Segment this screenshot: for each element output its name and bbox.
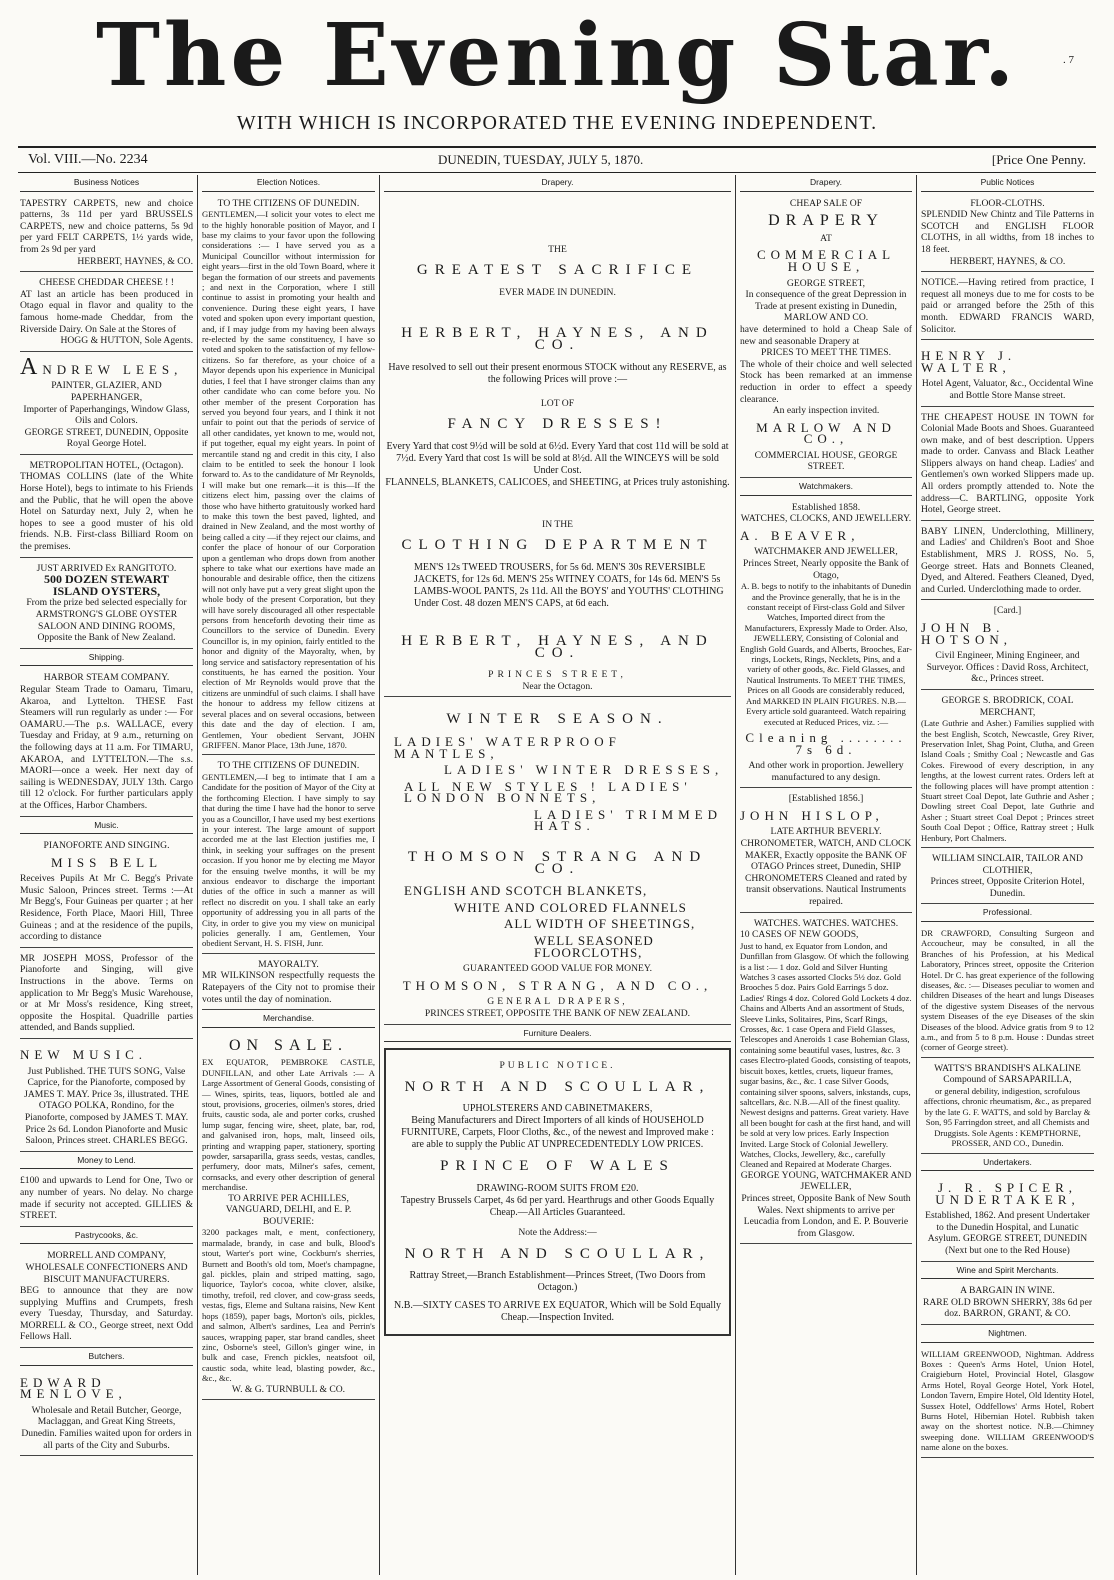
ad-name: JOHN HISLOP, [740,807,884,823]
ad-body: NOTICE.—Having retired from practice, I request all moneys due to me for costs to be paid or arranged before the 25th of this month. EDWARD FRANCIS WARD, Solicitor. [921,277,1094,335]
beaver-ad [740,500,912,789]
ad-body: Established, 1862. And present Undertaker to the Dunedin Hospital, and Lunatic Asylum. GEORGE STREET, DUNEDIN (Next but one to the Red House) [925,1210,1090,1257]
brodrick-ad [921,693,1094,848]
ad-body: Every Yard that cost 9½d will be sold at 6½d. Every Yard that cost 11d will be sold at 7½d. Every Yard that cost 1s will be sold at 8½d. All the WINCEYS will be sold Under Cost. [386,440,729,476]
ad-body: £100 and upwards to Lend for One, Two or any number of years. No delay. No charge made if security not accepted. GILLIES & STREET. [20,1175,193,1222]
section-heading: Merchandise. [202,1013,375,1028]
ad-name: GEORGE S. BRODRICK, COAL MERCHANT, [941,694,1074,718]
winter-season-ad [384,700,731,1024]
ad-body: And other work in proportion. Jewellery manufactured to any design. [748,760,904,783]
ad-headline: DRAPERY [768,212,884,230]
section-heading: Wine and Spirit Merchants. [921,1265,1094,1280]
ad-text: Established 1858. [791,501,861,513]
ad-body: BEG to announce that they are now supplying Muffins and Crumpets, fresh every Tuesday, Thursday, and Saturday. MORRELL & CO., George street, next Odd Fellows Hall. [20,1285,193,1343]
ad-body: WILLIAM GREENWOOD, Nightman. Address Boxes : Queen's Arms Hotel, Union Hotel, Craigieburn Hotel, Provincial Hotel, Glasgow Arms Hotel, Royal George Hotel, York Hotel, London Tavern, Empire Hotel, Old Identity Hotel, Sussex Hotel, Oddfellows' Arms Hotel, Robert Burns Hotel, Hibernian Hotel. Rubbish taken away on the shortest notice. N.B.—Chimney sweeping done. WILLIAM GREENWOOD'S name alone on the boxes. [921,1348,1094,1453]
masthead-subtitle: WITH WHICH IS INCORPORATED THE EVENING INDEPENDENT. [236,112,878,134]
ad-firm: GEORGE YOUNG, WATCHMAKER AND JEWELLER, [740,1169,912,1193]
ad-text: IN THE [542,518,573,530]
ad-body: Civil Engineer, Mining Engineer, and Surveyor. Offices : David Ross, Architect, &c., Princes street. [926,650,1089,685]
oyster-ad [20,561,193,649]
spicer-ad [921,1175,1094,1262]
section-heading: Undertakers. [921,1157,1094,1172]
ad-body: Just to hand, ex Equator from London, and Dunfillan from Glasgow. Of which the following is a list :— 1 doz. Gold and Silver Hunting Watches 3 cases assorted Clocks 5½ doz. Gold Brooches 5 doz. Pairs Gold Earrings 5 doz. Ladies' Rings 4 doz. Colored Gold Lockets 4 doz. Chains and Alberts And an assortment of Studs, Sleeve Links, Solitaires, Pins, Scarf Rings, Crosses, &c. 1 case Opera and Field Glasses, Telescopes and Aneroids 1 case Bohemian Glass, containing some beautiful vases, lustres, &c. 3 cases Electro-plated Goods, consisting of teapots, biscuit boxes, kettles, cruets, liqueur frames, sugar basins, &c., &c. 1 case Silver Goods, containing silver spoons, salvers, inkstands, cups, saltcellars, &c. N.B.—All of the finest quality. Newest designs and patterns. Great variety. Have all been bought for cash at the first hand, and will be sold at very low prices. Early Inspection Invited. Large Stock of Colonial Jewellery. Watches, Clocks, Jewellery, &c., carefully Cleaned and Repaired at Moderate Charges. [740,940,912,1170]
ad-firm: MARLOW AND CO. [783,312,869,324]
section-heading: Drapery. [740,177,912,192]
ad-text: PRINCES STREET, [488,669,627,681]
ad-headline: PRINCE OF WALES [440,1158,675,1175]
price: [Price One Penny. [991,152,1086,167]
column-4 [736,175,917,1575]
ad-body: Tapestry Brussels Carpet, 4s 6d per yard. Hearthrugs and other Goods Equally Cheap.—All Articles Guaranteed. [400,1194,715,1218]
ad-firm: HERBERT, HAYNES, AND CO. [401,632,714,661]
ad-body: 3200 packages malt, e ment, confectionery, marmalade, brandy, in case and bulk, Blood's stout, Warter's port wine, Cockburn's sherries, Burnett and Booth's old tom, Moet's champagne, gal. pickles, plain and striped matting, sago, liquorice, Taylor's cocoa, white clover, alsike, timothy, trefoil, red clover, and cow-grass seeds, vestas, figs, Eleme and Sultana raisins, New Kent hops (1859), paper bags, Morton's oils, pickles, and salmon, Albert's sardines, Lea and Perrin's sauces, wrapping paper, star brand candles, sheet zinc, Osborne's steel, Gillon's ginger wine, in bulk and case, French pickles, neatsfoot oil, caustic soda, white lead, blasting powder, &c., &c., &c. [202,1227,375,1384]
ad-body: or general debility, indigestion, scrofulous affections, chronic rheumatism, &c., as prepared by the late G. F. WATTS, and sold by Barclay & Son, 95 Farringdon street, and all Chemists and Druggists. Sole Agents : KEMPTHORNE, PROSSER, AND CO., Dunedin. [923,1086,1092,1149]
ad-body: EX EQUATOR, PEMBROKE CASTLE, DUNFILLAN, and other Late Arrivals :— A Large Assortment of General Goods, consisting of— Wines, spirits, teas, liquors, bottled ale and stout, provisions, groceries, oilmen's stores, dried fruits, caustic soda, ale and porter corks, crushed lump sugar, fencing wire, sheet, plate, bar, rod, and galvanised iron, hops, malt, linseed oils, printing and wrapping paper, stationery, sporting powder, sarsaparilla, grass seeds, vestas, candles, perfumery, door mats, Milner's safes, cement, cornsacks, and every other description of general merchandise. [202,1057,375,1193]
ad-heading: WATTS'S BRANDISH'S ALKALINE Compound of SARSAPARILLA, [934,1062,1081,1086]
lees-ad [20,355,193,455]
ad-name: ON SALE. [228,1036,349,1054]
ad-heading: JUST ARRIVED Ex RANGITOTO. [36,562,177,574]
wine-ad [921,1283,1094,1325]
ad-body: Receives Pupils At Mr C. Begg's Private Music Saloon, Princes street. Terms :—At Mr Begg's, Four Guineas per quarter ; at her Residence, Forth Place, Maori Hill, Three Guineas ; and at the residence of the pupils, according to distance [20,873,193,943]
ad-body: MR WILKINSON respectfully requests the Ratepayers of the City not to promise their votes until the day of nomination. [202,970,375,1005]
ad-body: Hotel Agent, Valuator, &c., Occidental Wine and Bottle Store Manse street. [921,378,1094,401]
ad-line: WELL SEASONED FLOORCLOTHS, [534,933,654,960]
column-5 [917,175,1098,1575]
sale-ad [202,1032,375,1400]
ross-ad [921,524,1094,601]
masthead-title: The Evening Star. [95,5,1019,106]
place-date: DUNEDIN, TUESDAY, JULY 5, 1870. [438,152,644,167]
ad-firm: NORTH AND SCOULLAR, [404,1078,711,1095]
new-music-ad [20,1042,193,1152]
money-ad [20,1173,193,1226]
ad-text: Note the Address:— [518,1226,597,1238]
ad-name: A. BEAVER, [740,527,860,543]
section-heading: Money to Lend. [20,1155,193,1170]
section-heading: Pastrycooks, &c. [20,1230,193,1245]
ad-firm: HOGG & HUTTON, Sole Agents. [60,335,193,347]
crawford-ad [921,926,1094,1058]
section-heading: Public Notices [921,177,1094,192]
ad-body: A. B. begs to notify to the inhabitants of Dunedin and the Province generally, that he is in the constant receipt of First-class Gold and Silver Watches, Imported direct from the Manufacturers, Expressly Made to Order. Also, JEWELLERY, Consisting of Colonial and English Gold Guards, and Alberts, Brooches, Ear-rings, Lockets, Rings, Necklets, Pins, and a variety of other goods, &c. Field Glasses, and Nautical Instruments. To MEET THE TIMES, Prices on all Goods are considerably reduced, And MARKED IN PLAIN FIGURES. N.B.—Every article sold guaranteed. Watch repairing executed at Reduced Prices, viz. :— [740,581,912,727]
ad-line: LADIES' WATERPROOF MANTLES, [394,733,621,761]
section-heading: Professional. [921,907,1094,922]
ad-line: LADIES' WINTER DRESSES, [444,762,724,778]
ad-body: Have resolved to sell out their present enormous STOCK without any RESERVE, as the following Prices will prove :— [388,361,727,385]
griffen-letter [202,196,375,756]
ad-text: AT [820,232,832,244]
ad-body: MR JOSEPH MOSS, Professor of the Pianoforte and Singing, will give Instructions in the above. Terms on application to Mr Begg's Music Warehouse, or at Mr Moss's residence, King street, opposite the Hospital. Quadrille parties attended, and Bands supplied. [20,952,193,1034]
ad-headline: Cleaning ........ 7s 6d. [745,729,907,757]
carpets-ad [20,196,193,273]
ad-name: NEW MUSIC. [20,1047,148,1062]
ad-body: Princes street, Opposite Bank of New South Wales. Next shipments to arrive per Leucadia from London, and E. P. Bouverie from Glasgow. [741,1192,911,1239]
ad-body: Princes street, Opposite Criterion Hotel, Dunedin. [930,876,1085,899]
ad-body: BABY LINEN, Underclothing, Millinery, and Ladies' and Children's Boot and Shoe Establishment, MRS J. ROSS, No. 5, George street. Hats and Bonnets Cleaned, Dyed, and Altered. Feathers Cleaned, Dyed, and Curled. Underclothing made to order. [921,525,1094,595]
morrell-ad [20,1248,193,1348]
ad-body: GENTLEMEN,—I solicit your votes to elect me to the highly honorable position of Mayor, and I base my claims to your favor upon the following considerations :— I have served you as a Municipal Councillor without intermission for eight years—first in the old Town Board, where it began the formation of our streets and pavements ; and next in the Corporation, where I still continue to assist in promoting your health and convenience. During these eight years, I have voted and spoken upon every important question, and, if I may judge from my having been always re-elected by the same constituency, I have so voted and spoken to the satisfaction of my fellow-citizens. So far therefore, as your choice of a Mayor depends upon his experience in Municipal duties, I feel that I have stronger claims than any other candidate who can come before you. No other member of the present Corporation has served you beyond four years, and I think it not unfair to point out that the periods of service of all other candidates, yet known to me, would not, if put together, equal my eight years. In point of mercantile stand ng and credit in this city, I also claim to be entitled to seek the honour I look forward to. As to the candidature of Mr Reynolds, I will make but one remark—it is this—If the citizens elect him, passing over the claims of those who have hitherto gratuitously worked hard to make this town the best paved, lighted, and drained in New Zealand, and the most worthy of being called a city —if they reject our claims, and confer the place of honour of our Corporation upon a gentleman who drops down from another sphere to take what our exertions have made an honourable and desirable office, then the citizens will not only have put a very great slight upon the whole body of the present Corporation, but they will have sorely discouraged all other respectable persons from henceforth devoting their time as Councillors to the service of Dunedin. Every Councillor is, in my opinion, fairly entitled to the honor and dignity of the Mayoralty, when, by long service and satisfactory representation of his constituents, he has earned the position. Your election of Mr Reynolds would prove that the citizens are unmindful of such claims. I shall have the honour to address my fellow citizens at several places and on several occasions, between this date and the day of election. I am, Gentlemen, Your obedient Servant, JOHN GRIFFEN. Manor Place, 13th June, 1870. [202,209,375,750]
ad-headline: WINTER SEASON. [446,711,669,728]
herbert-haynes-ad [384,196,731,698]
ad-name: EDWARD MENLOVE, [20,1374,127,1402]
ad-body: THE CHEAPEST HOUSE IN TOWN for Colonial Made Boots and Shoes. Guaranteed own make, and of best description. Uppers made to order. Canvass and Black Leather Slippers always on hand cheap. Ladies' and Gentlemen's own worked Slippers made up. All orders promptly attended to. Note the address—C. BARTLING, opposite York Hotel, George street. [921,411,1094,516]
ad-name: J. R. SPICER, UNDERTAKER, [935,1180,1080,1207]
ad-address: Princes Street, Nearly opposite the Bank of Otago, [743,558,909,581]
cheese-ad [20,275,193,352]
ad-text: THE [548,243,567,255]
ad-body: N.B.—SIXTY CASES TO ARRIVE EX EQUATOR, Which will be Sold Equally Cheap.—Inspection Invited. [394,1300,721,1324]
ad-body: AT last an article has been produced in Otago equal in flavor and quality to the famous home-made Cheddar, from the Riverside Dairy. On Sale at the Stores of [20,288,193,335]
volume-number: Vol. VIII.—No. 2234 [28,152,148,167]
ad-heading: PRICES TO MEET THE TIMES. [761,347,891,359]
mayoralty-notice [202,957,375,1010]
ad-body: Rattray Street,—Branch Establishment—Princes Street, (Two Doors from Octagon.) [409,1270,706,1294]
ad-address: GEORGE STREET, DUNEDIN, Opposite Royal George Hotel. [24,426,189,450]
menlove-ad [20,1370,193,1457]
ad-body: LATE ARTHUR BEVERLY. CHRONOMETER, WATCH, AND CLOCK MAKER, Exactly opposite the BANK OF OTAGO Princes street, Dunedin, SHIP CHRONOMETERS Cleaned and rated by transit observations. Nautical Instruments repaired. [740,826,912,908]
ad-body: Importer of Paperhangings, Window Glass, Oils and Colors. [23,403,190,427]
ad-body: Regular Steam Trade to Oamaru, Timaru, Akaroa, and Lyttelton. THESE Fast Steamers will run regularly as under :— For OAMARU.—The p.s. WALLACE, every Tuesday and Friday, at 9 a.m., returning on the following days at 11 a.m. For TIMARU, AKAROA, and LYTTELTON.—The s.s. MAORI—once a week. Her next day of sailing is WEDNESDAY, JULY 13th. Cargo till 12 o'clock. For further particulars apply at the Offices, Harbor Chambers. [20,683,193,811]
ad-body: have determined to hold a Cheap Sale of new and seasonable Drapery at [740,323,912,347]
ad-firm: HERBERT, HAYNES, & CO. [77,255,193,267]
ad-heading-large: 500 DOZEN STEWART ISLAND OYSTERS, [44,572,169,598]
ad-name: MISS BELL [50,854,163,870]
ad-heading: MAYORALTY. [258,958,319,970]
ad-body: MEN'S 12s TWEED TROUSERS, for 5s 6d. MEN'S 30s REVERSIBLE JACKETS, for 12s 6d. MEN'S 25s WITNEY COATS, for 14s 6d. MEN'S 5s LAMBS-WOOL PANTS, 2s 11d. All the BOYS' and YOUTHS' CLOTHING Under Cost. 48 dozen MEN'S CAPS, at 6d each. [414,561,724,609]
ad-text: PRINCES STREET, OPPOSITE THE BANK OF NEW ZEALAND. [424,1008,691,1019]
section-heading: Music. [20,820,193,835]
section-heading: Election Notices. [202,177,375,192]
ad-body: TAPESTRY CARPETS, new and choice patterns, 3s 11d per yard BRUSSELS CARPETS, new and choice patterns, 5s 9d per yard FELT CARPETS, 1½ yards wide, from 2s 9d per yard [20,197,193,255]
ad-headline: FANCY DRESSES! [447,416,668,433]
floorcloths-ad [921,196,1094,273]
columns [16,175,1098,1575]
ad-text: CHEAP SALE OF [789,197,863,209]
ad-heading: FLOOR-CLOTHS. [970,197,1045,209]
young-ad [740,916,912,1245]
ad-line: LADIES' TRIMMED HATS. [534,806,722,834]
ad-text: GUARANTEED GOOD VALUE FOR MONEY. [463,963,652,975]
section-heading: Furniture Dealers. [384,1028,731,1043]
section-heading: Butchers. [20,1351,193,1366]
ad-body: Being Manufacturers and Direct Importers of all kinds of HOUSEHOLD FURNITURE, Carpets, Floor Cloths, &c., of the newest and Improved make : are able to supply the Public AT UNPRECEDENTEDLY LOW PRICES. [401,1115,714,1151]
ad-text: [Card.] [993,605,1022,617]
ad-heading: UPHOLSTERERS AND CABINETMAKERS, [462,1103,653,1115]
ad-text: [Established 1856.] [788,793,864,805]
ad-heading: METROPOLITAN HOTEL, (Octagon). [29,459,184,471]
ad-body: From the prize bed selected especially for ARMSTRONG'S GLOBE OYSTER SALOON AND DINING ROOMS, Opposite the Bank of New Zealand. [26,597,187,644]
ad-firm: HERBERT, HAYNES, & CO. [949,255,1066,267]
ad-trade: WATCHMAKER AND JEWELLER, [754,546,898,558]
ad-body: DR CRAWFORD, Consulting Surgeon and Accoucheur, may be consulted, in all the Branches of his Profession, at his Medical Laboratory, Princes street, opposite the Criterion Hotel. Dr C. has great experience of the following diseases, &c. :— Diseases peculiar to women and children Diseases of the heart and lungs Diseases of the digestive system Diseases of the nervous system Diseases of the eye Diseases of the skin Diseases of the blood. Advice gratis from 9 to 12 a.m., and from 5 to 8 p.m. House : Dundas street (corner of George street). [921,928,1094,1053]
ad-heading: CHEESE CHEDDAR CHEESE ! ! [39,277,174,289]
ad-headline: COMMERCIAL HOUSE, [756,247,896,274]
ad-headline: CLOTHING DEPARTMENT [401,537,714,554]
section-heading: Business Notices [20,177,193,192]
ad-heading: TO THE CITIZENS OF DUNEDIN. [217,197,360,209]
moss-ad [20,951,193,1039]
sinclair-ad [921,851,1094,904]
marlow-ad [740,196,912,478]
section-heading: Watchmakers. [740,481,912,496]
north-scoullar-ad [384,1048,731,1336]
section-heading: Drapery. [384,177,731,192]
ad-headline: 10 CASES OF NEW GOODS, [740,929,859,941]
ad-body: SPLENDID New Chintz and Tile Patterns in SCOTCH and ENGLISH FLOOR CLOTHS, in all widths, from 18 inches to 18 feet. [921,209,1094,255]
ad-heading: PIANOFORTE AND SINGING. [43,840,170,852]
ad-heading: TO THE CITIZENS OF DUNEDIN. [217,760,360,772]
ad-firm: THOMSON, STRANG, AND CO., [402,977,713,993]
hislop-ad [740,791,912,912]
dateline [18,146,1096,173]
ad-name: JOHN B. HOTSON, [921,620,1012,647]
ad-body: FLANNELS, BLANKETS, CALICOES, and SHEETING, at Prices truly astonishing. [385,476,730,488]
ad-name: WILLIAM SINCLAIR, TAILOR AND CLOTHIER, [932,853,1083,876]
ad-text: An early inspection invited. [772,405,880,417]
ad-body: Wholesale and Retail Butcher, George, Maclaggan, and Great King Streets, Dunedin. Families waited upon for orders in all parts of the City and Suburbs. [21,1404,192,1451]
ad-heading: TO ARRIVE PER ACHILLES, VANGUARD, DELHI, and E. P. BOUVERIE: [225,1192,352,1227]
masthead [0,0,1114,150]
ad-heading: A BARGAIN IN WINE. [960,1285,1055,1297]
greenwood-ad [921,1347,1094,1458]
ad-body: In consequence of the great Depression in Trade at present existing in Dunedin, [745,289,907,312]
ad-heading: HARBOR STEAM COMPANY. [43,672,170,684]
ad-heading: PUBLIC NOTICE. [499,1060,616,1072]
ad-text: GEORGE STREET, [786,277,866,289]
ad-line: ENGLISH AND SCOTCH BLANKETS, [404,883,648,899]
ad-text: DRAWING-ROOM SUITS FROM £20. [476,1182,639,1194]
ad-firm: MARLOW AND CO., [756,419,896,447]
ad-text: EVER MADE IN DUNEDIN. [499,286,616,298]
ad-heading: WATCHES, CLOCKS, AND JEWELLERY. [740,513,912,525]
ad-firm: THOMSON STRANG AND CO. [407,849,708,877]
ad-body: (Late Guthrie and Asher.) Families supplied with the best English, Scotch, Newcastle, Grey River, Preservation Inlet, Shag Point, Clutha, and Green Island Coals ; Smithy Coal ; Newcastle and Gas Cokes. Firewood of every description, in any lengths, at the lowest current rates. Orders left at the following places will have prompt attention : Stuart street Coal Depot, late Guthrie and Asher ; Dowling street Coal Depot, late Guthrie and Asher ; Stuart street Coal Depot ; Princes street South Coal Depot ; Office, Rattray street ; Hulk Henbury, Port Chalmers. [921,718,1094,843]
ad-heading: WATCHES. WATCHES. WATCHES. [753,917,899,929]
ad-text: Near the Octagon. [522,680,593,692]
hotel-ad [20,458,193,558]
ad-text: LOT OF [540,397,575,409]
ad-firm: W. & G. TURNBULL & CO. [231,1383,346,1395]
ad-body: RARE OLD BROWN SHERRY, 38s 6d per doz. BARRON, GRANT, & CO. [922,1296,1093,1320]
ad-line: WHITE AND COLORED FLANNELS [454,899,687,915]
bartling-ad [921,410,1094,521]
column-1 [16,175,198,1575]
ad-text: GENERAL DRAPERS, [487,996,628,1008]
ad-body: THOMAS COLLINS (late of the White Horse Hotel), begs to intimate to his Friends and the Public, that he will open the above Hotel on Saturday next, July 2, when he hopes to see a good muster of his old friends. N.B. First-class Billiard Room on the premises. [20,471,193,553]
ad-trade: PAINTER, GLAZIER, AND PAPERHANGER, [51,380,162,403]
ad-name: ANDREW LEES, [20,353,183,380]
harbor-ad [20,670,193,816]
column-3 [380,175,736,1575]
section-heading: Shipping. [20,652,193,667]
ad-body: The whole of their choice and well selected Stock has been remarked at an immense reduction in order to effect a speedy clearance. [740,358,912,405]
piano-ad [20,838,193,948]
walter-ad [921,343,1094,406]
watts-ad [921,1061,1094,1154]
ad-body: GENTLEMEN,—I beg to intimate that I am a Candidate for the position of Mayor of the City at the forthcoming Election. I have simply to say that during the time I have had the honor to serve you as a Councillor, I have used my best exertions in your interest. The large amount of support accorded me at the last Election justifies me, I think, in seeking your suffrages on the present occasion. If you honor me by electing me Mayor for the ensuing twelve months, it will be my anxious endeavor to discharge the important duties of the office in such a manner as will reflect no discredit on you. I shall take an early opportunity of addressing you in all parts of the City, in order to give you my view on municipal policies generally. I am, Gentlemen, Your obedient Servant, H. S. FISH, Junr. [202,771,375,949]
ad-line: ALL WIDTH OF SHEETINGS, [504,916,696,932]
column-2 [198,175,380,1575]
ad-name: HENRY J. WALTER, [921,348,1017,375]
ward-notice [921,275,1094,340]
ad-firm: HERBERT, HAYNES, AND CO. [401,325,714,353]
ad-firm: NORTH AND SCOULLAR, [404,1245,711,1262]
ad-headline: GREATEST SACRIFICE [416,262,699,279]
ad-text: COMMERCIAL HOUSE, GEORGE STREET. [754,449,898,473]
hotson-ad [921,603,1094,690]
section-heading: Nightmen. [921,1328,1094,1343]
corner-mark: . 7 [1063,54,1074,66]
ad-line: ALL NEW STYLES ! LADIES' LONDON BONNETS, [404,778,692,806]
ad-heading: MORRELL AND COMPANY, WHOLESALE CONFECTIONERS AND BISCUIT MANUFACTURERS. [25,1250,188,1285]
ad-body: Just Published. THE TUI'S SONG, Valse Caprice, for the Pianoforte, composed by JAMES T. MAY. Price 3s, illustrated. THE OTAGO POLKA, Rondino, for the Pianoforte, composed by JAMES T. MAY. Price 2s 6d. London Pianoforte and Music Saloon, Princes street. CHARLES BEGG. [24,1065,189,1147]
fish-letter [202,758,375,954]
